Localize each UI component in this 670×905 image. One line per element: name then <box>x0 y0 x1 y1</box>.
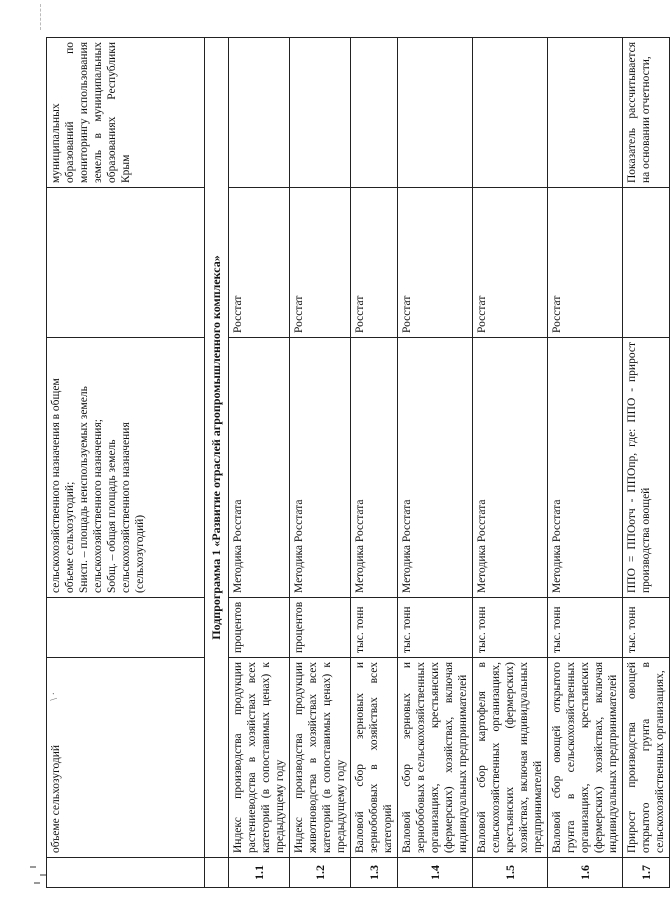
cell-name-continuation <box>47 658 205 858</box>
cell-source-continuation: муниципальных образований по мониторингу использования земель в муниципальных образованиях Республики Крым <box>47 38 205 188</box>
indicator-note <box>398 38 473 188</box>
indicator-source: Росстат <box>351 188 398 338</box>
indicator-method: Методика Росстата <box>351 338 398 598</box>
indicator-source-empty <box>623 188 670 338</box>
indicator-name: Валовой сбор зерновых и зернобобовых в хозяйствах всех категорий <box>351 658 398 858</box>
indicator-name: Валовой сбор картофеля в сельскохозяйственных организациях, крестьянских (фермерских) хозяйствах, включая индивидуальных предпринимателей <box>473 658 548 858</box>
row-number: 1.1 <box>229 858 290 888</box>
table-row <box>473 38 548 888</box>
indicator-unit: тыс. тонн <box>351 598 398 658</box>
table-row <box>623 38 670 888</box>
row-number: 1.7 <box>623 858 670 888</box>
cell-num-empty <box>205 858 229 888</box>
subprogram-header-row <box>205 38 229 888</box>
indicator-name: Индекс производства продукции растениеводства в хозяйствах всех категорий (в сопоставимых ценах) к предыдущему году <box>229 658 290 858</box>
indicators-table <box>46 37 670 888</box>
indicator-unit: тыс. тонн <box>398 598 473 658</box>
indicator-source: Росстат <box>229 188 290 338</box>
indicator-unit: процентов <box>290 598 351 658</box>
indicator-method: Методика Росстата <box>473 338 548 598</box>
row-number: 1.5 <box>473 858 548 888</box>
indicator-note <box>473 38 548 188</box>
indicator-note <box>351 38 398 188</box>
indicator-method: Методика Росстата <box>398 338 473 598</box>
indicator-source: Росстат <box>548 188 623 338</box>
indicator-note <box>548 38 623 188</box>
indicator-method: Методика Росстата <box>290 338 351 598</box>
scan-mark: \ · <box>49 692 60 701</box>
formula-line: Sнисп. – площадь неиспользуемых земель сельскохозяйственного назначения; <box>78 386 105 593</box>
row-number: 1.6 <box>548 858 623 888</box>
row-number: 1.3 <box>351 858 398 888</box>
row-number: 1.4 <box>398 858 473 888</box>
table-row <box>229 38 290 888</box>
formula-line: Sобщ. – общая площадь земель сельскохозяйственного назначения (сельхозугодий) <box>106 422 147 593</box>
cell-unit-empty <box>47 598 205 658</box>
indicator-source: Росстат <box>398 188 473 338</box>
indicator-name: Прирост производства овощей открытого грунта в сельскохозяйственных организациях, <box>623 658 670 858</box>
indicator-unit: процентов <box>229 598 290 658</box>
indicator-note <box>290 38 351 188</box>
table-row <box>398 38 473 888</box>
table-row <box>548 38 623 888</box>
indicator-method: ППО = ППОотч - ППОпр, где: ППО - прирост производства овощей <box>623 338 670 598</box>
indicator-source: Показатель рассчитывается на основании отчетности, <box>623 38 670 188</box>
cell-formula-continuation <box>47 338 205 598</box>
rotated-document-page <box>46 38 667 888</box>
indicator-note <box>229 38 290 188</box>
name-continuation-text: объеме сельхозугодий <box>50 744 62 853</box>
indicator-source: Росстат <box>290 188 351 338</box>
table-row-continuation <box>47 38 205 888</box>
indicator-unit: тыс. тонн <box>623 598 670 658</box>
cell-source-empty <box>47 188 205 338</box>
indicator-name: Валовой сбор овощей открытого грунта в сельскохозяйственных организациях, крестьянских (фермерских) хозяйствах, включая индивидуальных предпринимателей <box>548 658 623 858</box>
indicator-unit: тыс. тонн <box>473 598 548 658</box>
subprogram-title: Подпрограмма 1 «Развитие отраслей агропромышленного комплекса» <box>205 38 229 858</box>
table-row <box>290 38 351 888</box>
indicator-method: Методика Росстата <box>548 338 623 598</box>
table-row <box>351 38 398 888</box>
scan-edge-mark-top <box>40 4 42 30</box>
row-number: 1.2 <box>290 858 351 888</box>
indicator-source: Росстат <box>473 188 548 338</box>
indicator-unit: тыс. тонн <box>548 598 623 658</box>
indicator-method: Методика Росстата <box>229 338 290 598</box>
indicator-name: Индекс производства продукции животноводства в хозяйствах всех категорий (в сопоставимых ценах) к предыдущему году <box>290 658 351 858</box>
formula-line: сельскохозяйственного назначения в общем объеме сельхозугодий; <box>50 378 77 593</box>
cell-num-empty <box>47 858 205 888</box>
indicator-name: Валовой сбор зерновых и зернобобовых в сельскохозяйственных организациях, крестьянских (фермерских) хозяйствах, включая индивидуальных предпринимателей <box>398 658 473 858</box>
